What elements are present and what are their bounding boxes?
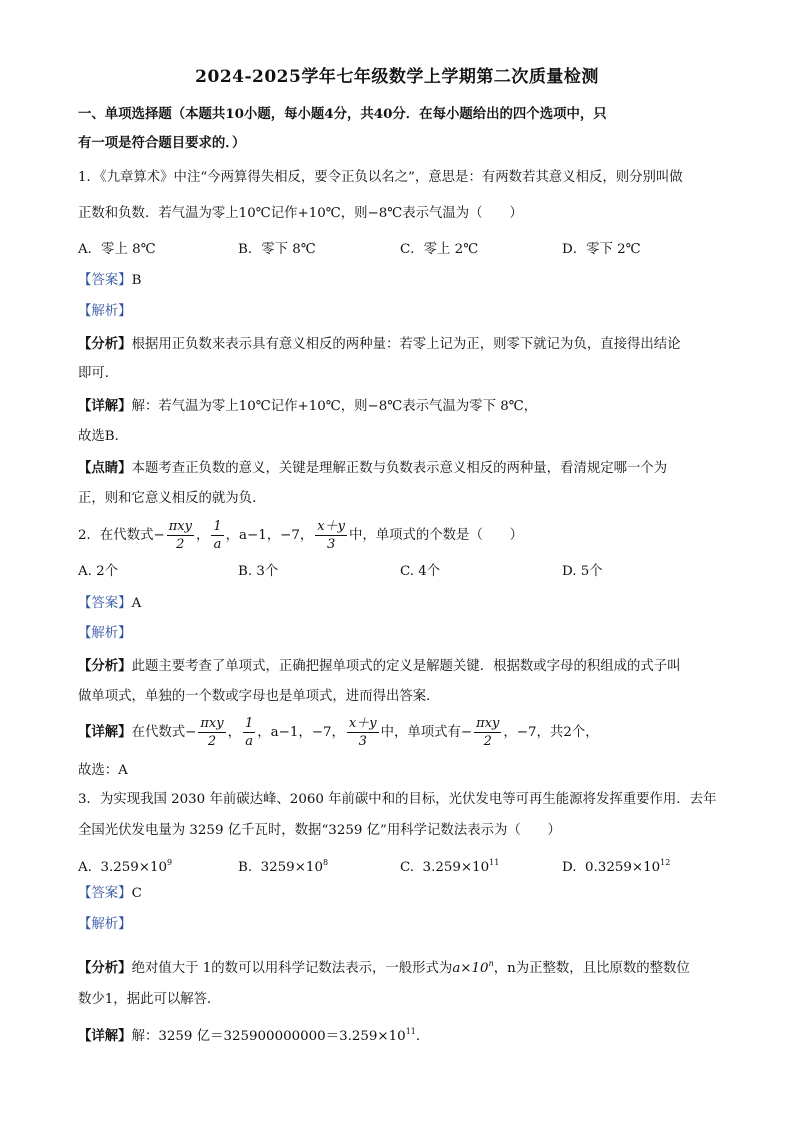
detail-tag: 【详解】 xyxy=(78,724,132,740)
analysis-formula: a×10 xyxy=(452,961,489,976)
detail-suffix: ，−7，共2个， xyxy=(503,725,599,740)
q1-jiexi-tag: 【解析】 xyxy=(78,304,132,319)
answer-value: A xyxy=(131,596,142,611)
q1-detail xyxy=(78,396,537,417)
q2-detail: 【详解】在代数式− $\frac{\text{πxy}}{2}$ ， $\frac{1}{a}$ ，a−1，−7， $\frac{x+y}{3}$ 中，单项式有− $\frac{\text{πxy}}{2}$ ，−7，共2个， xyxy=(78,716,599,749)
q1-answer xyxy=(78,271,141,291)
q1-stem-line2: 正数和负数．若气温为零上10℃记作+10℃，则−8℃表示气温为（ ） xyxy=(78,206,523,221)
answer-tag: 【答案】 xyxy=(78,886,132,901)
detail-middle: ，a−1，−7， xyxy=(257,725,345,740)
q2-fraction-xy: $\frac{x+y}{3}$ xyxy=(317,519,345,552)
comment-text: 本题考查正负数的意义，关键是理解正数与负数表示意义相反的两种量，看清规定哪一个为 xyxy=(131,461,668,476)
answer-value: C xyxy=(131,886,142,901)
q2-fraction-1a: $\frac{1}{a}$ xyxy=(213,519,222,552)
q2-detail-fraction-xy: $\frac{x+y}{3}$ xyxy=(348,716,377,749)
detail-mid: 中，单项式有− xyxy=(380,725,473,740)
q1-option-b: B．零下 8℃ xyxy=(238,242,316,257)
q2-option-b: B. 3个 xyxy=(238,564,279,579)
q2-middle: ，a−1，−7， xyxy=(225,528,314,543)
q3-analysis-line1 xyxy=(78,954,690,979)
analysis-tag: 【分析】 xyxy=(78,658,132,674)
analysis-exponent: n xyxy=(488,959,494,968)
answer-tag: 【答案】 xyxy=(78,596,132,611)
q2-fraction-pixy: $\frac{\text{πxy}}{2}$ xyxy=(168,519,192,552)
q1-comment-line1 xyxy=(78,458,667,479)
q2-answer xyxy=(78,594,141,614)
q2-option-a: A. 2个 xyxy=(78,564,119,579)
detail-prefix: 在代数式− xyxy=(131,725,197,740)
q3-detail xyxy=(78,1022,429,1047)
analysis-tag: 【分析】 xyxy=(78,336,132,352)
q2-stem: 2．在代数式− $\frac{\text{πxy}}{2}$ ， $\frac{1}{a}$ ，a−1，−7， $\frac{x+y}{3}$ 中，单项式的个数是（ ） xyxy=(78,519,524,552)
detail-tag: 【详解】 xyxy=(78,1028,132,1044)
detail-end: ． xyxy=(415,1029,430,1044)
q3-analysis-line2: 数少1，据此可以解答． xyxy=(78,992,221,1007)
q3-option-b: B. $3259\times 10^8$ xyxy=(238,858,329,875)
analysis-text: 绝对值大于 1的数可以用科学记数法表示，一般形式为 xyxy=(131,961,453,976)
q2-suffix: 中，单项式的个数是（ ） xyxy=(348,528,524,543)
answer-tag: 【答案】 xyxy=(78,273,132,288)
q1-choice: 故选B． xyxy=(78,429,129,444)
detail-text: 解：若气温为零上10℃记作+10℃，则−8℃表示气温为零下 8℃， xyxy=(131,399,538,414)
q1-stem-line1: 1．《九章算术》中注“今两算得失相反，要令正负以名之”，意思是：有两数若其意义相反，则分别叫做 xyxy=(78,170,683,185)
detail-text: 解：3259 亿＝325900000000＝3.259×10 xyxy=(131,1029,406,1044)
q2-detail-fraction-pixy: $\frac{\text{πxy}}{2}$ xyxy=(200,716,224,749)
q2-option-d: D. 5个 xyxy=(562,564,603,579)
q2-analysis-line2: 做单项式，单独的一个数或字母也是单项式，进而得出答案． xyxy=(78,689,440,704)
q2-choice: 故选：A xyxy=(78,763,128,778)
answer-value: B xyxy=(131,273,142,288)
q1-comment-line2: 正，则和它意义相反的就为负． xyxy=(78,491,266,506)
q3-option-d: D. $0.3259\times 10^{12}$ xyxy=(562,858,671,875)
q2-prefix: 2．在代数式− xyxy=(78,528,165,543)
analysis-tag: 【分析】 xyxy=(78,960,132,976)
q1-option-c: C．零上 2℃ xyxy=(400,242,479,257)
analysis-text: 根据用正负数来表示具有意义相反的两种量：若零上记为正，则零下就记为负，直接得出结论 xyxy=(131,337,681,352)
q3-option-a: A. $3.259\times 10^9$ xyxy=(78,858,173,875)
q1-option-d: D．零下 2℃ xyxy=(562,242,641,257)
section-heading-line1: 一、单项选择题（本题共10小题，每小题4分，共40分．在每小题给出的四个选项中，只 xyxy=(78,106,607,122)
q3-stem-line1: 3．为实现我国 2030 年前碳达峰、2060 年前碳中和的目标，光伏发电等可再生能源将发挥重要作用．去年 xyxy=(78,792,717,807)
q2-option-c: C. 4个 xyxy=(400,564,441,579)
q1-analysis-line1 xyxy=(78,334,681,355)
q3-jiexi-tag: 【解析】 xyxy=(78,917,132,932)
section-heading-line2: 有一项是符合题目要求的．） xyxy=(78,135,246,151)
q2-jiexi-tag: 【解析】 xyxy=(78,626,132,641)
q1-analysis-line2: 即可． xyxy=(78,366,119,381)
q2-detail-fraction-pixy-2: $\frac{\text{πxy}}{2}$ xyxy=(476,716,500,749)
q2-analysis-line1 xyxy=(78,656,681,677)
page-title: 2024-2025学年七年级数学上学期第二次质量检测 xyxy=(195,67,599,87)
q3-option-c: C. $3.259\times 10^{11}$ xyxy=(400,858,500,875)
detail-tag: 【详解】 xyxy=(78,398,132,414)
q3-stem-line2: 全国光伏发电量为 3259 亿千瓦时，数据“3259 亿”用科学记数法表示为（ ） xyxy=(78,823,561,838)
analysis-text-2: ，n为正整数，且比原数的整数位 xyxy=(493,961,690,976)
comment-tag: 【点睛】 xyxy=(78,460,132,476)
q1-option-a: A．零上 8℃ xyxy=(78,242,156,257)
analysis-text: 此题主要考查了单项式，正确把握单项式的定义是解题关键．根据数或字母的积组成的式子叫 xyxy=(131,659,681,674)
detail-exponent: 11 xyxy=(405,1027,416,1036)
q2-detail-fraction-1a: $\frac{1}{a}$ xyxy=(244,716,254,749)
q3-answer xyxy=(78,884,142,904)
